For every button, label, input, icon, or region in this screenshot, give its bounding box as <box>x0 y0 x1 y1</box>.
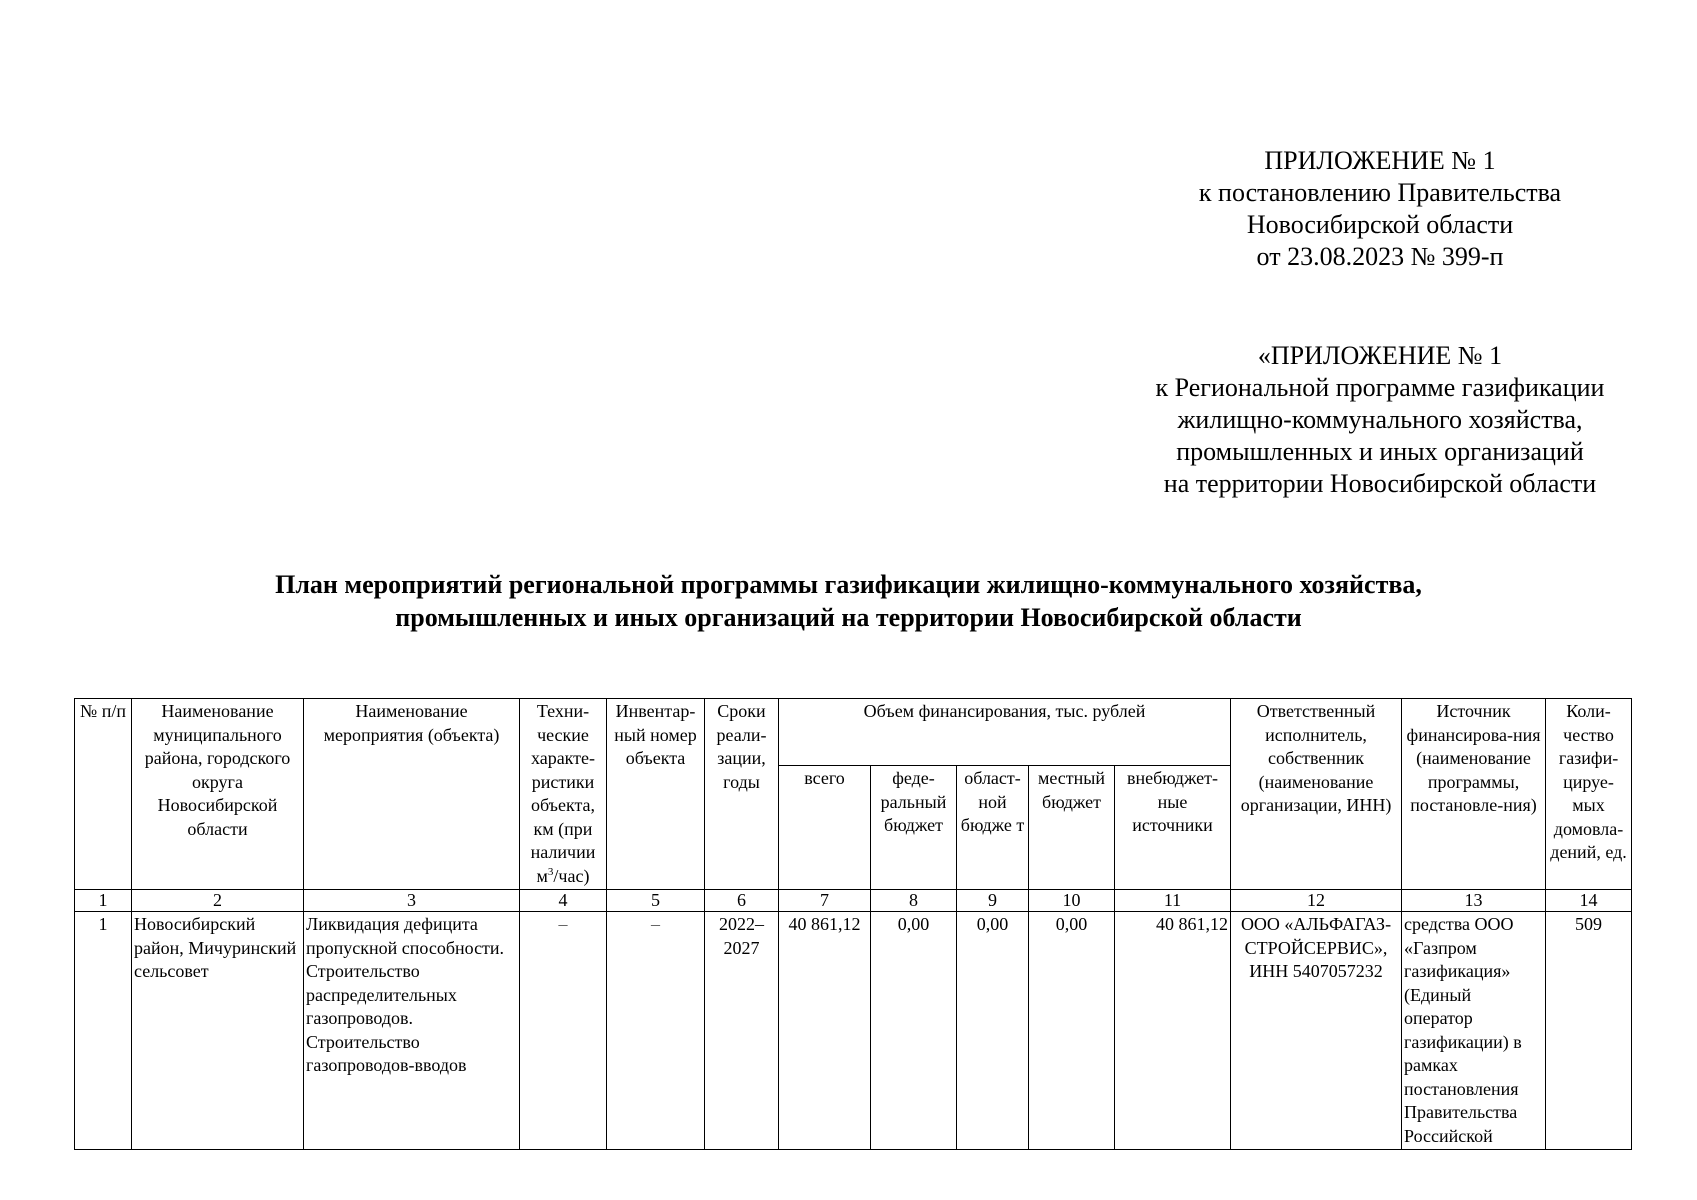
column-number: 4 <box>520 890 607 912</box>
header-inventory: Инвентар-ный номер объекта <box>607 699 705 890</box>
cell-period: 2022–2027 <box>705 912 779 1150</box>
column-number: 9 <box>957 890 1029 912</box>
header-extra-budget: внебюджет-ные источники <box>1115 766 1231 890</box>
annex-header <box>1100 145 1660 273</box>
header-source: Источник финансирова-ния (наименование программы, постановле-ния) <box>1402 699 1546 890</box>
column-number: 12 <box>1231 890 1402 912</box>
header-row <box>75 699 1632 766</box>
annex-header-line: к постановлению Правительства <box>1198 178 1562 207</box>
header-tech <box>520 699 607 890</box>
cell-measure: Ликвидация дефицита пропускной способности. Строительство распределительных газопроводов. Строительство газопроводов-вводов <box>304 912 520 1150</box>
annex-header-line: ПРИЛОЖЕНИЕ № 1 <box>1264 146 1496 175</box>
column-number: 2 <box>132 890 304 912</box>
document-title-line-2: промышленных и иных организаций на территории Новосибирской области <box>395 603 1302 632</box>
document-title <box>0 568 1697 634</box>
header-tech-unit: /час) <box>553 865 590 886</box>
cell-extra-budget: 40 861,12 <box>1115 912 1231 1150</box>
annex-program <box>1090 340 1670 500</box>
header-local: местный бюджет <box>1029 766 1115 890</box>
header-executor: Ответственный исполнитель, собственник (наименование организации, ИНН) <box>1231 699 1402 890</box>
cell-federal: 0,00 <box>871 912 957 1150</box>
plan-table <box>74 698 1632 1150</box>
annex-program-line: «ПРИЛОЖЕНИЕ № 1 <box>1257 341 1503 370</box>
column-number: 7 <box>779 890 871 912</box>
column-number: 1 <box>75 890 132 912</box>
header-tech-sup: 3 <box>547 865 554 878</box>
cell-district: Новосибирский район, Мичуринский сельсовет <box>132 912 304 1150</box>
cell-local: 0,00 <box>1029 912 1115 1150</box>
column-number: 5 <box>607 890 705 912</box>
header-financing-group: Объем финансирования, тыс. рублей <box>779 699 1231 766</box>
cell-total: 40 861,12 <box>779 912 871 1150</box>
column-number: 3 <box>304 890 520 912</box>
header-total: всего <box>779 766 871 890</box>
cell-source: средства ООО «Газпром газификация» (Единый оператор газификации) в рамках постановления Правительства Российской <box>1402 912 1546 1150</box>
cell-inventory: – <box>607 912 705 1150</box>
annex-program-line: к Региональной программе газификации <box>1155 373 1605 402</box>
header-period: Сроки реали-зации, годы <box>705 699 779 890</box>
column-number: 8 <box>871 890 957 912</box>
column-number: 14 <box>1546 890 1632 912</box>
cell-num: 1 <box>75 912 132 1150</box>
annex-header-line: от 23.08.2023 № 399-п <box>1256 242 1504 271</box>
column-number: 11 <box>1115 890 1231 912</box>
column-number-row <box>75 890 1632 912</box>
header-households: Коли-чество газифи-цируе-мых домовла-дений, ед. <box>1546 699 1632 890</box>
column-number: 13 <box>1402 890 1546 912</box>
document-title-line-1: План мероприятий региональной программы газификации жилищно-коммунального хозяйства, <box>275 570 1422 599</box>
header-num: № п/п <box>75 699 132 890</box>
column-number: 6 <box>705 890 779 912</box>
header-district: Наименование муниципального района, городского округа Новосибирской области <box>132 699 304 890</box>
table-row <box>75 912 1632 1150</box>
cell-regional: 0,00 <box>957 912 1029 1150</box>
annex-header-line: Новосибирской области <box>1246 210 1514 239</box>
cell-households: 509 <box>1546 912 1632 1150</box>
annex-program-line: на территории Новосибирской области <box>1163 469 1597 498</box>
cell-tech: – <box>520 912 607 1150</box>
header-federal: феде-ральный бюджет <box>871 766 957 890</box>
column-number: 10 <box>1029 890 1115 912</box>
cell-executor: ООО «АЛЬФАГАЗ-СТРОЙСЕРВИС», ИНН 5407057232 <box>1231 912 1402 1150</box>
header-measure: Наименование мероприятия (объекта) <box>304 699 520 890</box>
header-regional: област-ной бюдже т <box>957 766 1029 890</box>
annex-program-line: жилищно-коммунального хозяйства, <box>1177 405 1583 434</box>
header-tech-text: Техни-ческие характе-ристики объекта, км (при наличии м <box>530 701 596 886</box>
annex-program-line: промышленных и иных организаций <box>1176 437 1584 466</box>
